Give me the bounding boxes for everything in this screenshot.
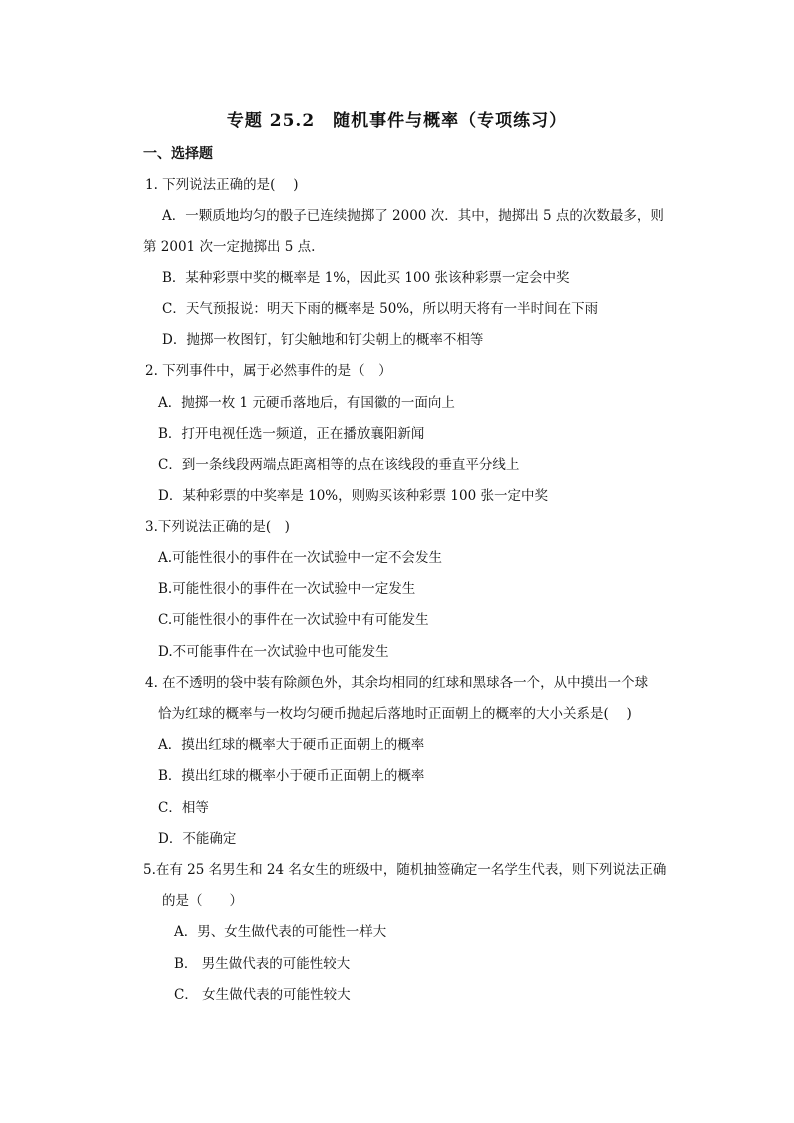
question-3-option-b: B.可能性很小的事件在一次试验中一定发生 <box>158 581 416 597</box>
question-1-option-b: B．某种彩票中奖的概率是 1%，因此买 100 张该种彩票一定会中奖 <box>162 270 570 286</box>
question-3-option-c: C.可能性很小的事件在一次试验中有可能发生 <box>158 612 429 628</box>
question-3-option-a: A.可能性很小的事件在一次试验中一定不会发生 <box>158 550 443 566</box>
question-4-option-a: A．摸出红球的概率大于硬币正面朝上的概率 <box>158 737 425 753</box>
question-2-stem: 2. 下列事件中，属于必然事件的是（ ） <box>145 363 392 379</box>
question-5-option-a: A．男、女生做代表的可能性一样大 <box>174 924 387 940</box>
question-4-option-c: C．相等 <box>158 800 209 816</box>
question-5-stem: 5.在有 25 名男生和 24 名女生的班级中，随机抽签确定一名学生代表，则下列说法正确 <box>143 862 667 878</box>
question-4-option-d: D．不能确定 <box>158 831 237 847</box>
question-2-option-b: B．打开电视任选一频道，正在播放襄阳新闻 <box>158 426 425 442</box>
question-2-option-a: A．抛掷一枚 1 元硬币落地后，有国徽的一面向上 <box>158 395 455 411</box>
question-3-stem: 3.下列说法正确的是( ) <box>145 519 290 535</box>
question-1-option-d: D．抛掷一枚图钉，钉尖触地和钉尖朝上的概率不相等 <box>162 332 484 348</box>
question-4-option-b: B．摸出红球的概率小于硬币正面朝上的概率 <box>158 768 425 784</box>
question-1-option-a: A．一颗质地均匀的骰子已连续抛掷了 2000 次．其中，抛掷出 5 点的次数最多，则 <box>162 208 664 224</box>
question-1-stem: 1. 下列说法正确的是( ) <box>145 177 299 193</box>
document-title: 专题 25.2 随机事件与概率（专项练习） <box>226 111 568 131</box>
question-5-stem-continued: 的是（ ） <box>162 893 243 909</box>
question-4-stem: 4. 在不透明的袋中装有除颜色外，其余均相同的红球和黑球各一个，从中摸出一个球 <box>145 675 649 691</box>
section-heading: 一、选择题 <box>143 146 213 162</box>
question-1-option-c: C．天气预报说：明天下雨的概率是 50%，所以明天将有一半时间在下雨 <box>162 301 599 317</box>
question-5-option-c: C． 女生做代表的可能性较大 <box>174 987 351 1003</box>
question-1-option-a-continued: 第 2001 次一定抛掷出 5 点. <box>143 239 316 255</box>
question-5-option-b: B． 男生做代表的可能性较大 <box>174 956 351 972</box>
question-2-option-d: D．某种彩票的中奖率是 10%，则购买该种彩票 100 张一定中奖 <box>158 488 548 504</box>
question-3-option-d: D.不可能事件在一次试验中也可能发生 <box>158 644 389 660</box>
question-2-option-c: C．到一条线段两端点距离相等的点在该线段的垂直平分线上 <box>158 457 520 473</box>
question-4-stem-continued: 恰为红球的概率与一枚均匀硬币抛起后落地时正面朝上的概率的大小关系是( ) <box>158 706 632 722</box>
